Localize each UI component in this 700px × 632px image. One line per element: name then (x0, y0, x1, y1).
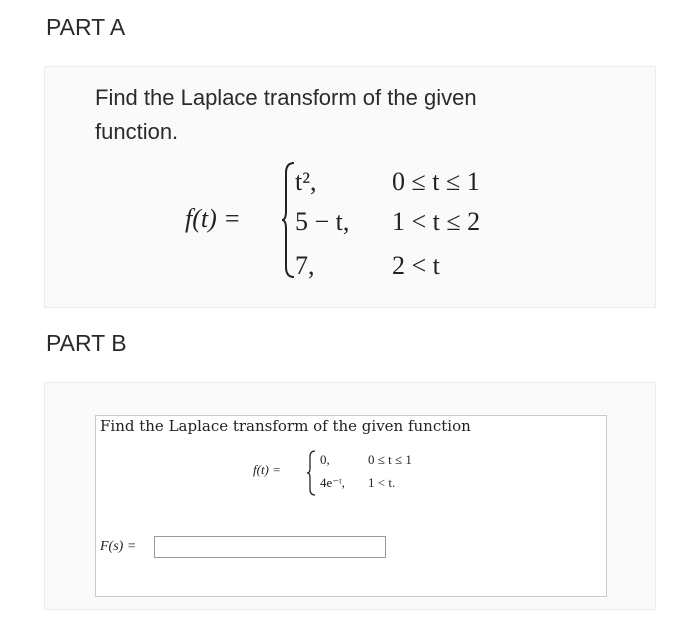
part-b-card (44, 382, 656, 610)
part-b-question-box (95, 415, 607, 597)
part-a-piece-3-cond: 2 < t (392, 251, 440, 280)
part-b-piece-1-expr: 0, (320, 452, 330, 467)
part-a-left-brace (281, 161, 295, 279)
part-a-piece-1-cond: 0 ≤ t ≤ 1 (392, 167, 480, 196)
part-b-piece-1-cond: 0 ≤ t ≤ 1 (368, 452, 412, 467)
answer-label: F(s) = (100, 539, 137, 554)
answer-input[interactable] (154, 536, 386, 558)
part-a-piece-2-cond: 1 < t ≤ 2 (392, 207, 481, 236)
part-a-piece-3-expr: 7, (295, 251, 315, 280)
part-b-piece-2-cond: 1 < t. (368, 475, 396, 490)
part-a-title: PART A (46, 14, 126, 40)
part-a-card (44, 66, 656, 308)
part-b-piece-2-expr: 4e⁻ᵗ, (320, 475, 345, 490)
part-a-piece-2-expr: 5 − t, (295, 207, 350, 236)
part-b-left-brace (306, 450, 316, 496)
part-a-piece-1-expr: t², (295, 167, 317, 196)
part-b-prompt: Find the Laplace transform of the given function (100, 417, 471, 435)
part-b-title: PART B (46, 330, 127, 356)
part-a-function-lhs: f(t) = (185, 204, 241, 233)
part-b-function-lhs: f(t) = (253, 462, 281, 477)
part-a-prompt: Find the Laplace transform of the given function. (95, 85, 477, 144)
